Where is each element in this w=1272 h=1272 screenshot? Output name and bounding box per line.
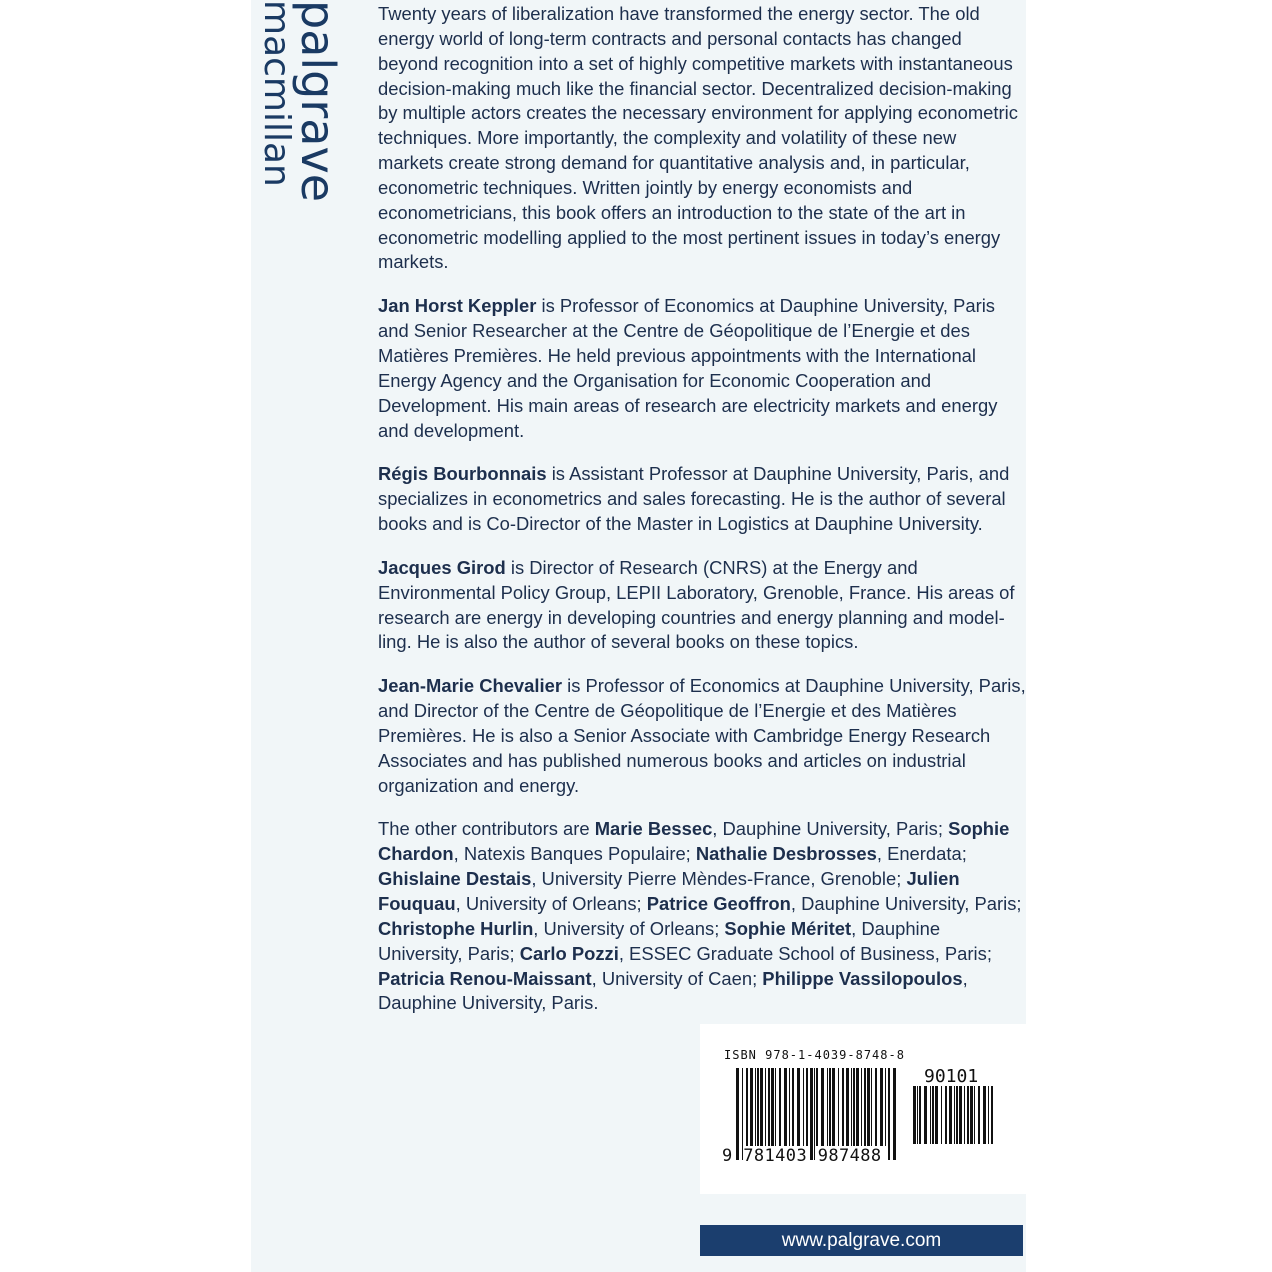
contributor-affiliation: , University of Orleans; <box>533 917 725 939</box>
barcode-bar <box>768 1068 770 1146</box>
barcode-bar <box>880 1068 883 1146</box>
barcode-bar <box>838 1068 839 1146</box>
author-bio-3 <box>378 556 1026 655</box>
barcode-bar <box>919 1086 921 1144</box>
barcode-bar <box>959 1086 962 1144</box>
barcode-bar <box>755 1068 756 1146</box>
barcode-bar <box>797 1068 800 1146</box>
barcode-bar <box>789 1068 790 1146</box>
ean-digits: 9 781403 987488 <box>722 1146 882 1166</box>
barcode-bar <box>949 1086 952 1144</box>
author-bio-text: is Director of Research (CNRS) at the Energy and Environmental Policy Group, LEPII Laboratory, Grenoble, France. His areas of research are energy in developing countries and energy planning and model-ling. He is also the author of several books on these topics. <box>378 556 1015 653</box>
contributor-affiliation: , Enerdata; <box>876 843 967 865</box>
website-url: www.palgrave.com <box>781 1229 942 1251</box>
barcode-bar <box>851 1068 852 1146</box>
author-bio-4 <box>378 674 1026 798</box>
contributor-name: Ghislaine Destais <box>378 868 532 890</box>
contributor-name: Christophe Hurlin <box>378 917 534 939</box>
barcode-bar <box>746 1068 748 1146</box>
barcode-bar <box>932 1086 934 1144</box>
cover-text <box>378 2 1026 1035</box>
barcode-bar <box>757 1068 759 1146</box>
contributor-affiliation: , University of Orleans; <box>455 893 647 914</box>
price-addon-barcode <box>913 1086 997 1158</box>
contributor-affiliation: , Dauphine University, Paris; <box>712 818 949 840</box>
barcode-bar <box>784 1068 787 1146</box>
barcode-bar <box>924 1086 927 1144</box>
contributor-name: Marie Bessec <box>594 818 713 840</box>
contributor-name: Philippe Vassilopoulos <box>762 967 963 989</box>
barcode-bar <box>871 1068 872 1146</box>
barcode-bar <box>775 1068 776 1146</box>
barcode-bar <box>803 1068 804 1146</box>
author-bio-text: is Professor of Economics at Dauphine University, Paris and Senior Researcher at the Centre de Géopolitique de l’Energie et des Matières Premières. He held previous appointments with the International Energy Agency and the Organisation for Economic Cooperation and Development. His main areas of research are electricity markets and energy and development. <box>378 295 998 441</box>
barcode-bar <box>945 1086 947 1144</box>
barcode-bar <box>875 1068 877 1146</box>
author-bio-2 <box>378 462 1026 537</box>
publisher-logo <box>251 0 351 240</box>
contributor-affiliation: , University of Caen; <box>591 967 763 989</box>
barcode-bar <box>821 1068 824 1146</box>
barcode-bar <box>816 1068 818 1146</box>
contributor-name: Sophie Chardon <box>378 818 1010 865</box>
contributor-name: Patrice Geoffron <box>646 893 791 914</box>
barcode-bar <box>853 1068 855 1146</box>
barcode-bar <box>806 1068 808 1146</box>
barcode-bar <box>750 1068 753 1146</box>
contributor-affiliation: , ESSEC Graduate School of Business, Paris; <box>618 942 992 964</box>
barcode-bar <box>846 1068 849 1146</box>
barcode-bar <box>792 1068 794 1146</box>
barcode-bar <box>885 1068 886 1146</box>
barcode-bar <box>917 1086 918 1144</box>
book-blurb: Twenty years of liberalization have transformed the energy sector. The old energy world of long-term contracts and personal contacts has changed beyond recognition into a set of highly competitive markets with instantaneous decision-making much like the financial sector. Decentralized decision-making by multiple actors creates the necessary environment for applying econometric techniques. More importantly, the complexity and volatility of these new markets create strong demand for quantitative analysis and, in particular, econometric techniques. Written jointly by energy economists and econometricians, this book offers an introduction to the state of the art in econometric modelling applied to the most pertinent issues in today’s energy markets. <box>378 3 1018 273</box>
barcode-bar <box>935 1086 938 1144</box>
barcode-bar <box>930 1086 931 1144</box>
barcode-bar <box>864 1068 866 1146</box>
logo-line-palgrave: palgrave <box>291 0 345 202</box>
logo-line-macmillan: macmillan <box>256 0 297 187</box>
contributor-affiliation: , Dauphine University, Paris; <box>378 917 941 964</box>
contributor-name: Sophie Méritet <box>724 917 852 939</box>
barcode-bar <box>988 1086 989 1144</box>
contributor-name: Patricia Renou-Maissant <box>378 967 592 989</box>
contributor-name: Carlo Pozzi <box>519 942 619 964</box>
barcode-bar <box>829 1068 831 1146</box>
barcode-bar <box>842 1068 844 1146</box>
barcode-bar <box>913 1086 916 1144</box>
barcode-bar <box>765 1068 766 1146</box>
author-bio-text: is Assistant Professor at Dauphine University, Paris, and specializes in econometrics and sales forecasting. He is the author of several books and is Co-Director of the Master in Logistics at Dauphine University. <box>378 463 1010 535</box>
contributors-intro: The other contributors are <box>378 818 595 840</box>
website-link[interactable] <box>700 1225 1023 1256</box>
price-code: 90101 <box>924 1066 979 1087</box>
barcode-bar <box>991 1086 993 1144</box>
contributor-affiliation: , Natexis Banques Populaire; <box>453 843 696 865</box>
barcode-bar <box>983 1086 986 1144</box>
barcode-bar <box>888 1068 890 1160</box>
author-name: Régis Bourbonnais <box>378 463 547 485</box>
barcode-bar <box>779 1068 781 1146</box>
barcode-bar <box>954 1086 955 1144</box>
barcode-bar <box>978 1086 980 1144</box>
barcode-bar <box>760 1068 763 1146</box>
barcode-bar <box>967 1086 969 1144</box>
author-bio-text: is Professor of Economics at Dauphine University, Paris, and Director of the Centre de Géopolitique de l’Energie et des Matières Premières. He is also a Senior Associate with Cambridge Energy Research Associates and has published numerous books and articles on industrial organization and energy. <box>378 675 1026 796</box>
contributor-affiliation: , University Pierre Mèndes-France, Grenoble; <box>531 868 907 890</box>
isbn-label: ISBN 978-1-4039-8748-8 <box>724 1048 905 1062</box>
contributor-affiliation: , Dauphine University, Paris; <box>790 893 1022 914</box>
author-name: Jan Horst Keppler <box>378 295 537 317</box>
contributors-paragraph <box>378 817 1026 1016</box>
barcode-bar <box>867 1068 870 1146</box>
barcode-bar <box>941 1086 942 1144</box>
author-bio-1 <box>378 294 1026 443</box>
author-name: Jacques Girod <box>378 556 506 578</box>
barcode-bar <box>956 1086 958 1144</box>
barcode-bar <box>771 1068 774 1146</box>
barcode-bar <box>856 1068 859 1146</box>
contributor-name: Nathalie Desbrosses <box>695 843 877 865</box>
barcode-bar <box>827 1068 828 1146</box>
contributor-name: Julien Fouquau <box>378 868 960 914</box>
barcode-bar <box>964 1086 965 1144</box>
contributor-affiliation: , Dauphine University, Paris. <box>378 967 968 1014</box>
barcode-bar <box>861 1068 862 1146</box>
author-name: Jean-Marie Chevalier <box>378 675 562 697</box>
barcode-bar <box>974 1086 975 1144</box>
barcode-bar <box>970 1086 973 1144</box>
barcode-bar <box>893 1068 896 1160</box>
barcode-bar <box>832 1068 835 1146</box>
